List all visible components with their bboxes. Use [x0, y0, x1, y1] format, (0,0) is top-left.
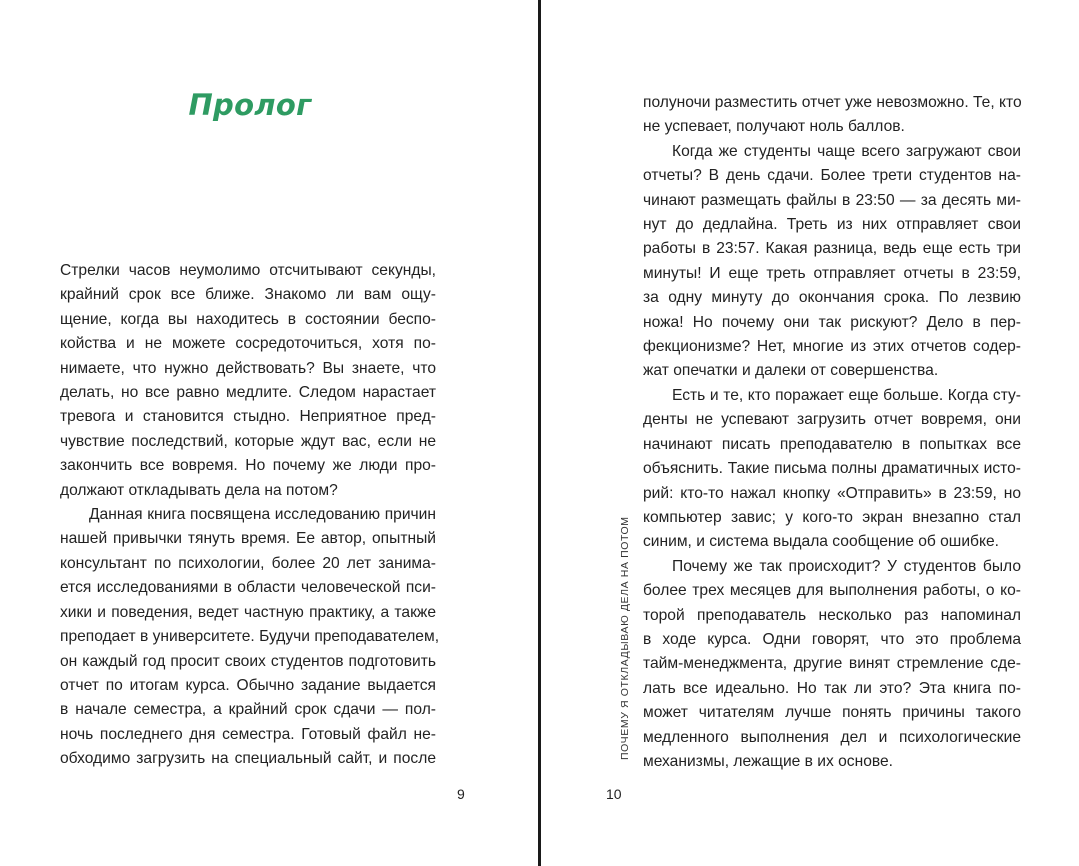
text-line: закончить все вовремя. Но почему же люди про-	[60, 457, 436, 475]
text-line: полуночи разместить отчет уже невозможно. Те, кто	[643, 94, 1022, 111]
text-line: минуты! И еще треть отправляет отчеты в 23:59,	[643, 264, 1021, 282]
text-line: компьютер завис; у кого-то экран внезапно стал	[643, 508, 1021, 526]
chapter-title: Пролог	[188, 88, 312, 122]
text-line: хики и поведения, ведет частную практику, а также	[60, 603, 436, 621]
text-line: нимаете, что нужно действовать? Вы знаете, что	[60, 359, 436, 377]
text-line: отчет по итогам курса. Обычно задание выдается	[60, 676, 436, 694]
text-line: преподает в университете. Будучи преподавателем,	[60, 628, 440, 646]
text-line: должают откладывать дела на потом?	[60, 481, 338, 499]
text-line: нут до дедлайна. Треть из них отправляет свои	[643, 216, 1021, 234]
text-line: отчеты? В день сдачи. Более трети студентов на-	[643, 167, 1021, 185]
text-line: консультант по психологии, более 20 лет занима-	[60, 554, 436, 572]
text-line: механизмы, лежащие в их основе.	[643, 752, 893, 770]
text-line: обходимо загрузить на специальный сайт, и после	[60, 750, 436, 768]
text-line: начинают писать преподавателю в попытках все	[643, 435, 1021, 453]
text-line: за одну минуту до окончания срока. По лезвию	[643, 289, 1021, 307]
right-page	[541, 0, 1079, 866]
text-line: крайний срок все ближе. Знакомо ли вам ощу-	[60, 286, 436, 304]
right-page-text	[643, 91, 1021, 774]
page-number-left: 9	[457, 786, 465, 802]
text-line: более трех месяцев для выполнения работы, о ко-	[643, 582, 1021, 600]
text-line: он каждый год просит своих студентов подготовить	[60, 652, 436, 670]
text-line: денты не успевают загрузить отчет вовремя, они	[643, 411, 1021, 429]
text-line: жат опечатки и далеки от совершенства.	[643, 362, 939, 380]
text-line: делать, но все равно медлите. Следом нарастает	[60, 384, 436, 402]
text-line: в начале семестра, а крайний срок сдачи — пол-	[60, 701, 436, 719]
text-line: торой преподаватель несколько раз напоминал	[643, 606, 1021, 624]
text-line: тайм-менеджмента, другие винят стремление сде-	[643, 655, 1021, 673]
text-line: ночь последнего дня семестра. Готовый файл не-	[60, 725, 436, 743]
text-line: щение, когда вы находитесь в состоянии беспо-	[60, 310, 436, 328]
text-line: ножа! Но почему они так рискуют? Дело в пер-	[643, 313, 1021, 331]
text-line: койства и не можете сосредоточиться, хотя по-	[60, 335, 436, 353]
running-head: ПОЧЕМУ Я ОТКЛАДЫВАЮ ДЕЛА НА ПОТОМ	[619, 516, 631, 760]
text-line: Почему же так происходит? У студентов было	[672, 557, 1021, 575]
text-line: может читателям лучше понять причины такого	[643, 704, 1021, 722]
text-line: ется исследованиями в области человеческой пси-	[60, 579, 436, 597]
text-line: чувствие последствий, которые ждут вас, если не	[60, 432, 436, 450]
text-line: синим, и система выдала сообщение об ошибке.	[643, 533, 999, 551]
page-number-right: 10	[606, 786, 622, 802]
left-page-text	[60, 259, 440, 772]
text-line: Когда же студенты чаще всего загружают свои	[672, 142, 1021, 160]
left-page	[0, 0, 538, 866]
text-line: рий: кто-то нажал кнопку «Отправить» в 23:59, но	[643, 484, 1021, 502]
text-line: объяснить. Такие письма полны драматичных исто-	[643, 460, 1021, 478]
text-line: Есть и те, кто поражает еще больше. Когда сту-	[672, 386, 1021, 404]
text-line: чинают размещать файлы в 23:50 — за десять ми-	[643, 191, 1021, 209]
text-line: не успевает, получают ноль баллов.	[643, 118, 905, 136]
text-line: Данная книга посвящена исследованию причин	[89, 506, 436, 524]
text-line: лать все идеально. Но так ли это? Эта книга по-	[643, 679, 1021, 697]
text-line: фекционизме? Нет, многие из этих отчетов содер-	[643, 338, 1021, 356]
text-line: тревога и становится стыдно. Неприятное пред-	[60, 408, 436, 426]
text-line: Стрелки часов неумолимо отсчитывают секунды,	[60, 262, 436, 279]
text-line: медленного выполнения дел и психологические	[643, 728, 1021, 746]
text-line: в ходе курса. Одни говорят, что это проблема	[643, 630, 1021, 648]
text-line: работы в 23:57. Какая разница, ведь еще есть три	[643, 240, 1021, 258]
text-line: нашей привычки тянуть время. Ее автор, опытный	[60, 530, 436, 548]
